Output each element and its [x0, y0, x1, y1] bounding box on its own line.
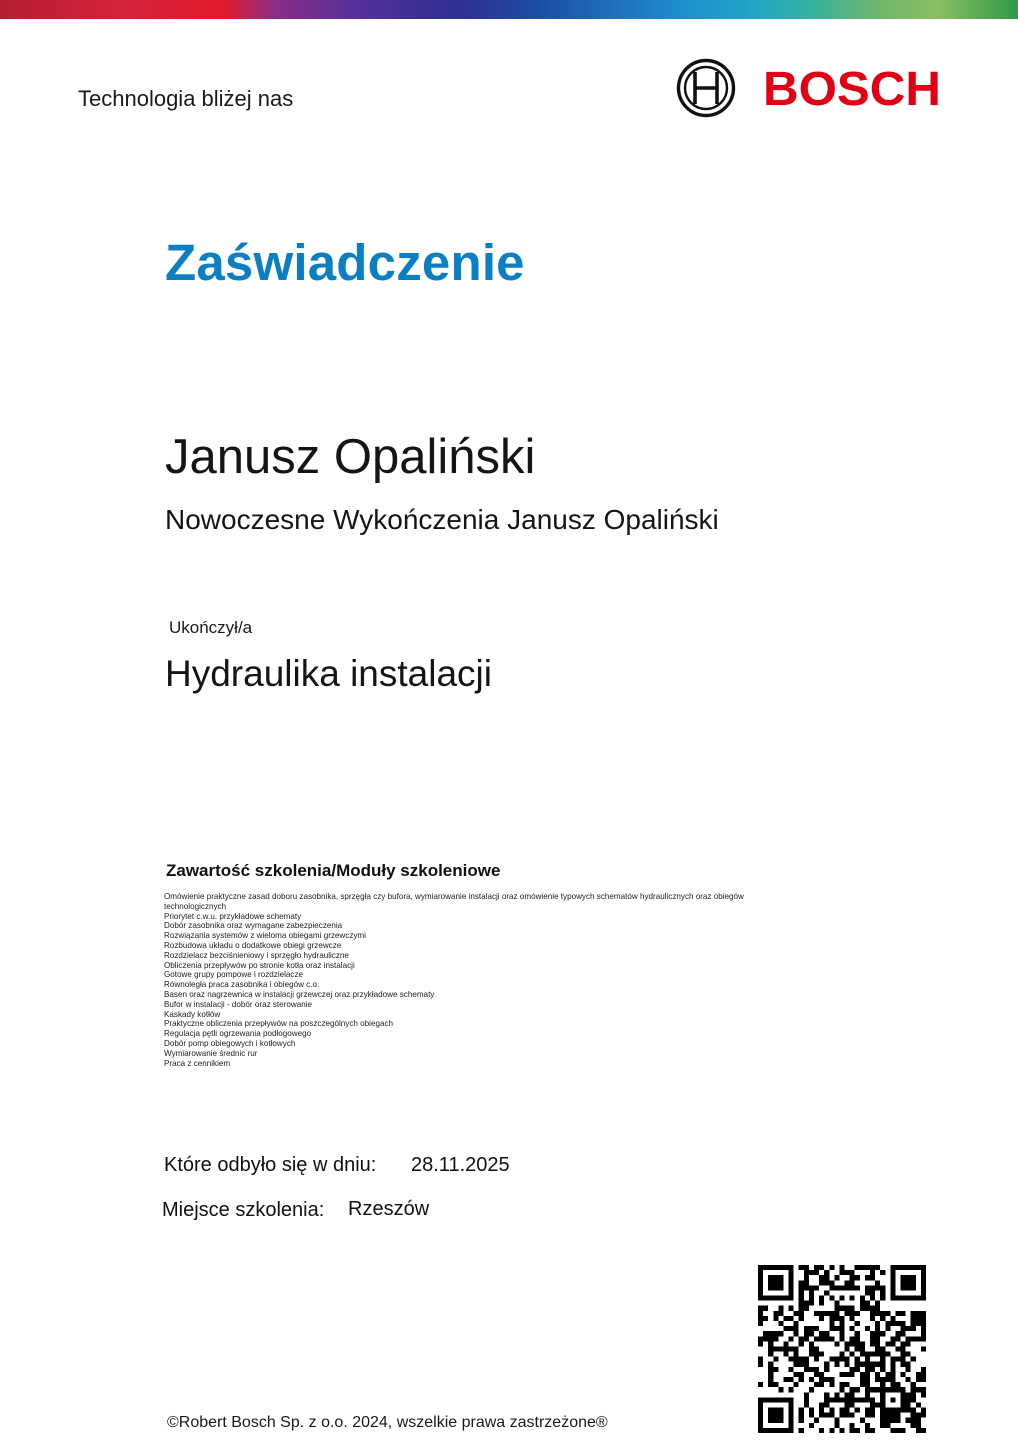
date-label: Które odbyło się w dniu:: [164, 1154, 377, 1176]
module-item: Rozbudowa układu o dodatkowe obiegi grzewcze: [164, 940, 342, 950]
module-item: Regulacja pętli ogrzewania podłogowego: [164, 1029, 312, 1039]
module-item: Priorytet c.w.u. przykładowe schematy: [164, 911, 302, 921]
module-item: Dobór zasobnika oraz wymagane zabezpieczenia: [164, 921, 343, 931]
bosch-logo: [676, 57, 946, 119]
module-item: Kaskady kotłów: [164, 1009, 221, 1019]
place-label: Miejsce szkolenia:: [162, 1199, 325, 1221]
participant-name: Janusz Opaliński: [165, 430, 536, 484]
brand-color-stripe: [0, 0, 1018, 19]
module-item: Rozdzielacz bezciśnieniowy i sprzęgło hydrauliczne: [164, 950, 349, 960]
module-item: Praktyczne obliczenia przepływów na poszczególnych obiegach: [164, 1019, 394, 1029]
qr-code: [758, 1265, 926, 1433]
bosch-wordmark: BOSCH: [763, 63, 941, 116]
modules-heading: Zawartość szkolenia/Moduły szkoleniowe: [166, 861, 501, 880]
module-item: Omówienie praktyczne zasad doboru zasobnika, sprzęgła czy bufora, wymiarowanie instalacji oraz omówienie typowych schematów hydraulicznych oraz obiegów: [164, 892, 744, 901]
copyright-notice: ©Robert Bosch Sp. z o.o. 2024, wszelkie prawa zastrzeżone®: [167, 1414, 608, 1431]
module-item: technologicznych: [164, 901, 227, 911]
place-value: Rzeszów: [348, 1198, 430, 1220]
completed-label: Ukończył/a: [169, 618, 253, 637]
module-item: Gotowe grupy pompowe i rozdzielacze: [164, 970, 304, 980]
tagline: Technologia bliżej nas: [78, 86, 294, 111]
module-item: Dobór pomp obiegowych i kotłowych: [164, 1038, 296, 1048]
module-item: Basen oraz nagrzewnica w instalacji grzewczej oraz przykładowe schematy: [164, 989, 435, 999]
module-item: Równoległa praca zasobnika i obiegów c.o.: [164, 980, 320, 990]
module-item: Bufor w instalacji - dobór oraz sterowanie: [164, 999, 313, 1009]
certificate-title: Zaświadczenie: [165, 234, 525, 291]
company-name: Nowoczesne Wykończenia Janusz Opaliński: [165, 504, 719, 535]
modules-list: [164, 892, 804, 1068]
course-name: Hydraulika instalacji: [165, 653, 492, 694]
module-item: Praca z cennikiem: [164, 1058, 231, 1068]
module-item: Rozwiązania systemów z wieloma obiegami grzewczymi: [164, 931, 366, 941]
date-value: 28.11.2025: [411, 1154, 510, 1176]
module-item: Obliczenia przepływów po stronie kotła oraz instalacji: [164, 960, 355, 970]
bosch-armature-icon: [679, 61, 734, 116]
module-item: Wymiarowanie średnic rur: [164, 1048, 258, 1058]
